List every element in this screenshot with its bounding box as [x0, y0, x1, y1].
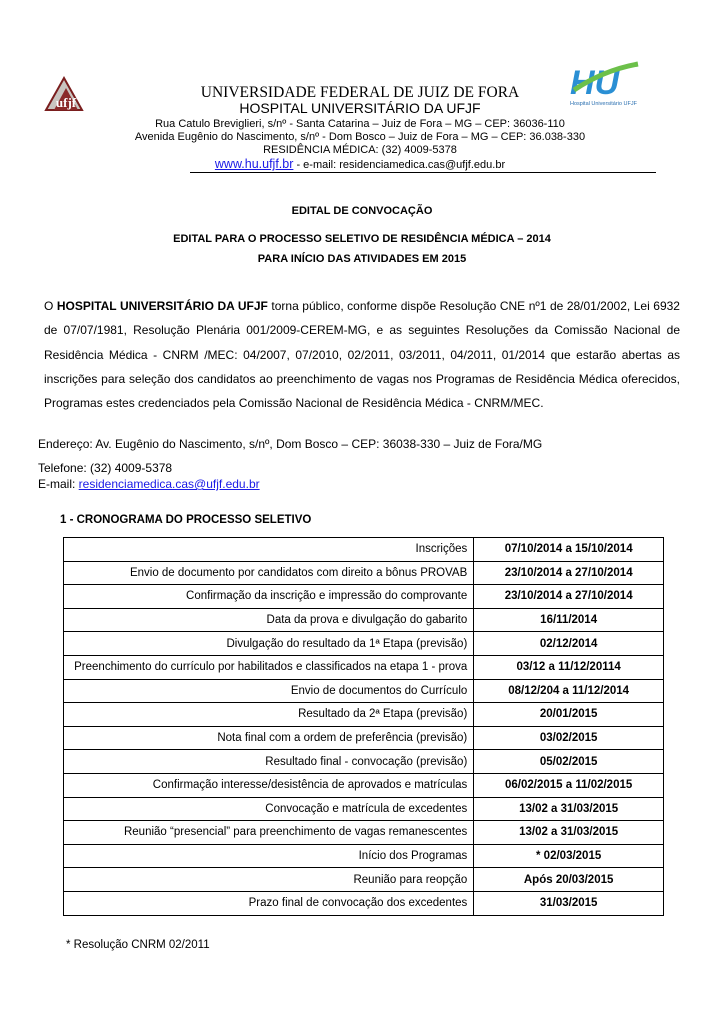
schedule-date: 06/02/2015 a 11/02/2015 [474, 773, 664, 797]
schedule-event: Início dos Programas [64, 844, 474, 868]
schedule-date: 16/11/2014 [474, 608, 664, 632]
schedule-event: Reunião para reopção [64, 868, 474, 892]
schedule-event: Confirmação da inscrição e impressão do comprovante [64, 585, 474, 609]
schedule-date: Após 20/03/2015 [474, 868, 664, 892]
ufjf-logo [44, 74, 88, 114]
svg-text:ufjf: ufjf [55, 95, 77, 110]
schedule-event: Preenchimento do currículo por habilitados e classificados na etapa 1 - prova [64, 655, 474, 679]
table-row [64, 561, 664, 585]
website-link[interactable]: www.hu.ufjf.br [214, 157, 294, 171]
schedule-event: Resultado final - convocação (previsão) [64, 750, 474, 774]
schedule-event: Confirmação interesse/desistência de aprovados e matrículas [64, 773, 474, 797]
address-line-1: Rua Catulo Breviglieri, s/nº - Santa Catarina – Juiz de Fora – MG – CEP: 36036-110 [155, 118, 565, 130]
edital-subtitle-2: PARA INÍCIO DAS ATIVIDADES EM 2015 [257, 253, 467, 265]
table-row [64, 632, 664, 656]
contact-address: Endereço: Av. Eugênio do Nascimento, s/nº, Dom Bosco – CEP: 36038-330 – Juiz de Fora/MG [38, 437, 543, 451]
table-row [64, 608, 664, 632]
web-email-line [120, 157, 600, 171]
schedule-event: Envio de documentos do Currículo [64, 679, 474, 703]
schedule-event: Convocação e matrícula de excedentes [64, 797, 474, 821]
edital-subtitle: EDITAL PARA O PROCESSO SELETIVO DE RESIDÊNCIA MÉDICA – 2014 [173, 233, 551, 245]
email-text: - e-mail: residenciamedica.cas@ufjf.edu.br [293, 159, 506, 171]
table-row [64, 868, 664, 892]
table-row [64, 797, 664, 821]
email-link[interactable]: residenciamedica.cas@ufjf.edu.br [78, 477, 260, 491]
schedule-event: Data da prova e divulgação do gabarito [64, 608, 474, 632]
university-name: UNIVERSIDADE FEDERAL DE JUIZ DE FORA [200, 84, 520, 101]
schedule-table [63, 537, 664, 916]
schedule-event: Divulgação do resultado da 1ª Etapa (previsão) [64, 632, 474, 656]
edital-title: EDITAL DE CONVOCAÇÃO [291, 205, 433, 217]
schedule-date: 13/02 a 31/03/2015 [474, 821, 664, 845]
schedule-date: 23/10/2014 a 27/10/2014 [474, 585, 664, 609]
schedule-event: Envio de documento por candidatos com direito a bônus PROVAB [64, 561, 474, 585]
schedule-event: Nota final com a ordem de preferência (previsão) [64, 726, 474, 750]
schedule-date: * 02/03/2015 [474, 844, 664, 868]
table-row [64, 538, 664, 562]
svg-text:HU: HU [570, 64, 620, 102]
table-row [64, 679, 664, 703]
schedule-event: Inscrições [64, 538, 474, 562]
svg-text:Hospital Universitário UFJF: Hospital Universitário UFJF [570, 101, 637, 107]
table-row [64, 750, 664, 774]
schedule-date: 05/02/2015 [474, 750, 664, 774]
schedule-date: 31/03/2015 [474, 891, 664, 915]
address-line-2: Avenida Eugênio do Nascimento, s/nº - Dom Bosco – Juiz de Fora – MG – CEP: 36.038-330 [134, 131, 586, 143]
table-row [64, 821, 664, 845]
footnote: * Resolução CNRM 02/2011 [66, 939, 210, 951]
hospital-bold: HOSPITAL UNIVERSITÁRIO DA UFJF [56, 299, 268, 313]
table-row [64, 726, 664, 750]
intro-paragraph: O HOSPITAL UNIVERSITÁRIO DA UFJF torna público, conforme dispõe Resolução CNE nº1 de 28/01/2002, Lei 6932 de 07/07/1981, Resolução Plenária 001/2009-CEREM-MG, e as seguintes Resoluções da Comissão Nacional de Residência Médica - CNRM /MEC: 04/2007, 07/2010, 02/2011, 03/2011, 04/2011, 01/2014 que estarão abertas as inscrições para seleção dos candidatos ao preenchimento de vagas nos Programas de Residência Médica oferecidos, Programas estes credenciados pela Comissão Nacional de Residência Médica - CNRM/MEC. [44, 299, 680, 411]
schedule-date: 20/01/2015 [474, 703, 664, 727]
table-row [64, 773, 664, 797]
residencia-phone: RESIDÊNCIA MÉDICA: (32) 4009-5378 [263, 144, 457, 156]
contact-email: E-mail: residenciamedica.cas@ufjf.edu.br [38, 477, 260, 491]
schedule-date: 23/10/2014 a 27/10/2014 [474, 561, 664, 585]
header-divider [190, 172, 656, 173]
table-row [64, 655, 664, 679]
table-row [64, 585, 664, 609]
hospital-name: HOSPITAL UNIVERSITÁRIO DA UFJF [239, 100, 481, 116]
schedule-date: 08/12/204 a 11/12/2014 [474, 679, 664, 703]
schedule-date: 02/12/2014 [474, 632, 664, 656]
schedule-event: Prazo final de convocação dos excedentes [64, 891, 474, 915]
schedule-event: Reunião “presencial” para preenchimento de vagas remanescentes [64, 821, 474, 845]
table-row [64, 891, 664, 915]
schedule-event: Resultado da 2ª Etapa (previsão) [64, 703, 474, 727]
section-title: 1 - CRONOGRAMA DO PROCESSO SELETIVO [60, 514, 312, 526]
schedule-date: 03/12 a 11/12/20114 [474, 655, 664, 679]
table-row [64, 844, 664, 868]
schedule-date: 13/02 a 31/03/2015 [474, 797, 664, 821]
schedule-date: 03/02/2015 [474, 726, 664, 750]
contact-phone: Telefone: (32) 4009-5378 [38, 461, 173, 475]
schedule-date: 07/10/2014 a 15/10/2014 [474, 538, 664, 562]
table-row [64, 703, 664, 727]
